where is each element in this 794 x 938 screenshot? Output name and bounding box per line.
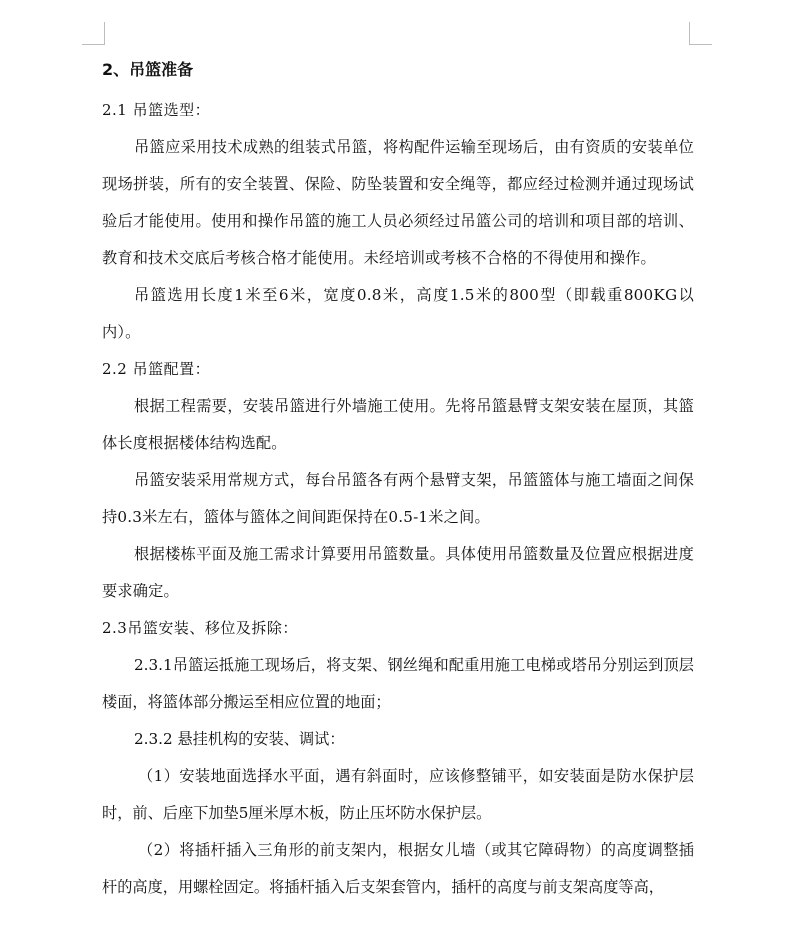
document-body bbox=[102, 52, 694, 906]
page-corner-mark-top-right bbox=[689, 22, 712, 45]
paragraph-2-3-2: 2.3.2 悬挂机构的安装、调试： bbox=[134, 730, 345, 748]
paragraph-basket-installation-method: 吊篮安装采用常规方式，每台吊篮各有两个悬臂支架，吊篮篮体与施工墙面之间保持0.3米左右，篮体与篮体之间间距保持在0.5-1米之间。 bbox=[102, 471, 694, 526]
paragraph-2-3-1: 2.3.1吊篮运抵施工现场后，将支架、钢丝绳和配重用施工电梯或塔吊分别运到顶层楼面，将篮体部分搬运至相应位置的地面； bbox=[102, 656, 694, 711]
page-corner-mark-top-left bbox=[82, 22, 105, 45]
paragraph-basket-quantity: 根据楼栋平面及施工需求计算要用吊篮数量。具体使用吊篮数量及位置应根据进度要求确定。 bbox=[102, 545, 694, 600]
paragraph-basket-spec: 吊篮选用长度1米至6米，宽度0.8米，高度1.5米的800型（即载重800KG以内）。 bbox=[102, 286, 694, 341]
subsection-title-2-3: 2.3吊篮安装、移位及拆除： bbox=[102, 619, 298, 637]
paragraph-basket-config: 根据工程需要，安装吊篮进行外墙施工使用。先将吊篮悬臂支架安装在屋顶，其篮体长度根据楼体结构选配。 bbox=[102, 397, 694, 452]
paragraph-basket-selection: 吊篮应采用技术成熟的组装式吊篮，将构配件运输至现场后，由有资质的安装单位现场拼装，所有的安全装置、保险、防坠装置和安全绳等，都应经过检测并通过现场试验后才能使用。使用和操作吊篮的施工人员必须经过吊篮公司的培训和项目部的培训、教育和技术交底后考核合格才能使用。未经培训或考核不合格的不得使用和操作。 bbox=[102, 138, 694, 267]
subsection-title-2-2: 2.2 吊篮配置： bbox=[102, 360, 211, 378]
section-heading: 2、吊篮准备 bbox=[102, 60, 194, 79]
subsection-title-2-1: 2.1 吊篮选型： bbox=[102, 101, 211, 119]
step-1: （1）安装地面选择水平面，遇有斜面时，应该修整铺平，如安装面是防水保护层时，前、后座下加垫5厘米厚木板，防止压坏防水保护层。 bbox=[102, 767, 694, 822]
step-2: （2）将插杆插入三角形的前支架内，根据女儿墙（或其它障碍物）的高度调整插杆的高度，用螺栓固定。将插杆插入后支架套管内，插杆的高度与前支架高度等高， bbox=[102, 841, 694, 896]
